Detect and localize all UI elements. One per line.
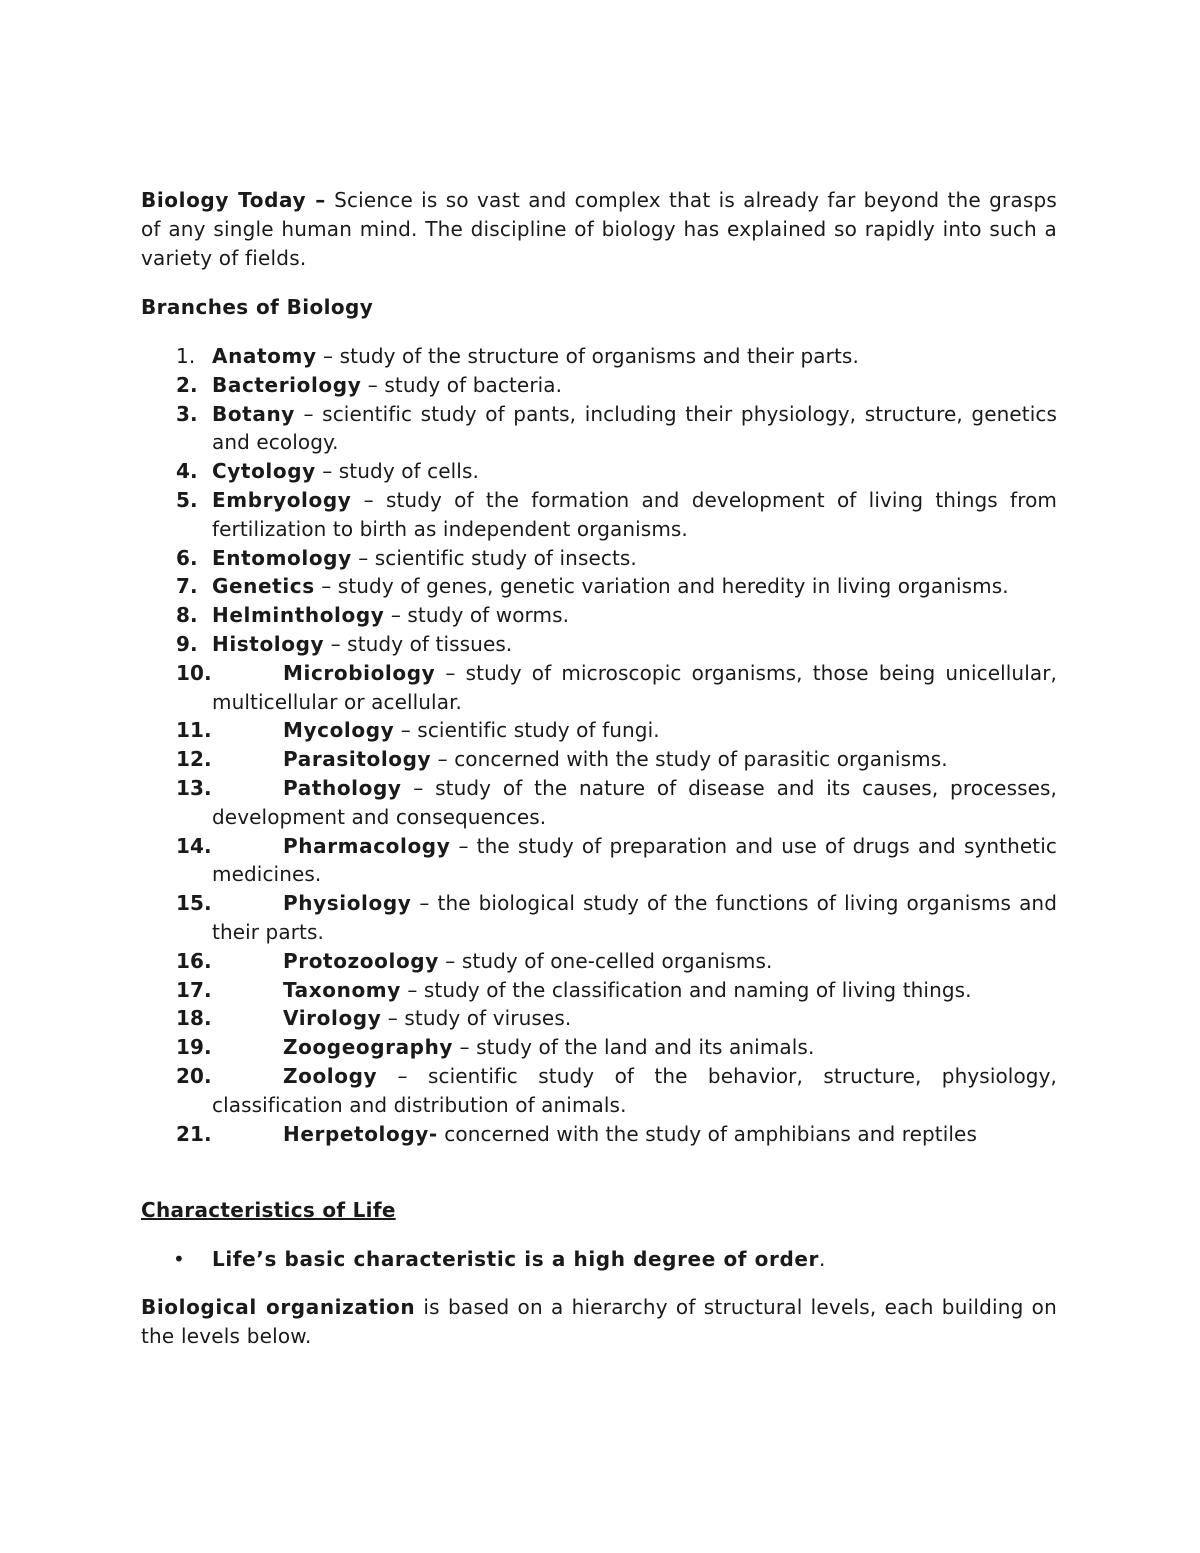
- list-item-description: – study of one-celled organisms.: [438, 948, 773, 973]
- list-item-term: Bacteriology: [212, 372, 362, 397]
- list-item-description: – study of worms.: [384, 603, 570, 628]
- list-item-term: Histology: [212, 631, 325, 656]
- list-item-number: 5.: [176, 487, 198, 512]
- list-item: [141, 716, 1057, 745]
- list-item-number: 3.: [176, 401, 198, 426]
- list-item: [141, 1004, 1057, 1033]
- list-item-description: – study of microscopic organisms, those being unicellular, multicellular or acellular.: [212, 660, 1057, 714]
- list-item-number: 7.: [176, 574, 198, 599]
- list-item-term: Physiology: [283, 891, 412, 916]
- list-item: [141, 1062, 1057, 1120]
- list-item-description: – study of viruses.: [381, 1006, 572, 1031]
- branches-list: [141, 342, 1057, 1148]
- branches-heading: Branches of Biology: [141, 295, 374, 319]
- list-item-number: 6.: [176, 545, 198, 570]
- intro-term: Biology Today –: [141, 188, 326, 212]
- list-item-number: 19.: [176, 1035, 212, 1060]
- list-item-description: – scientific study of the behavior, structure, physiology, classification and distribution of animals.: [212, 1063, 1057, 1117]
- list-item: [141, 745, 1057, 774]
- list-item-description: – study of the formation and development of living things from fertilization to birth as independent organisms.: [212, 487, 1057, 541]
- document-page: [141, 186, 1057, 1351]
- list-item-term: Helminthology: [212, 603, 385, 628]
- list-item-description: – study of genes, genetic variation and heredity in living organisms.: [314, 574, 1009, 599]
- organization-text: is based on a hierarchy of structural levels, each building on the levels below.: [141, 1295, 1057, 1349]
- list-item: [141, 1033, 1057, 1062]
- list-item: [141, 601, 1057, 630]
- list-item: [141, 544, 1057, 573]
- list-item-term: Botany: [212, 401, 295, 426]
- list-item-term: Genetics: [212, 574, 315, 599]
- list-item: [141, 457, 1057, 486]
- list-item-term: Cytology: [212, 459, 316, 484]
- list-item: [141, 947, 1057, 976]
- list-item: [141, 400, 1057, 458]
- list-item-term: Herpetology-: [283, 1121, 438, 1146]
- characteristic-bold: Life’s basic characteristic is a high degree of order: [212, 1247, 820, 1272]
- list-item-description: – study of bacteria.: [361, 372, 563, 397]
- list-item-number: 13.: [176, 775, 212, 800]
- bullet-icon: •: [173, 1247, 186, 1272]
- list-item-number: 12.: [176, 747, 212, 772]
- list-item-description: – study of the land and its animals.: [453, 1035, 815, 1060]
- list-item-number: 18.: [176, 1006, 212, 1031]
- list-item-term: Microbiology: [283, 660, 436, 685]
- list-item-term: Parasitology: [283, 747, 432, 772]
- list-item-term: Mycology: [283, 718, 395, 743]
- list-item-number: 1.: [176, 344, 196, 368]
- list-item-description: – scientific study of fungi.: [394, 718, 660, 743]
- list-item-term: Virology: [283, 1006, 382, 1031]
- list-item-number: 20.: [176, 1063, 212, 1088]
- list-item-description: – the study of preparation and use of drugs and synthetic medicines.: [212, 833, 1057, 887]
- list-item: [141, 832, 1057, 890]
- list-item-number: 14.: [176, 833, 212, 858]
- intro-paragraph: [141, 186, 1057, 273]
- list-item: [141, 889, 1057, 947]
- list-item: [141, 1245, 1057, 1274]
- list-item-term: Zoogeography: [283, 1035, 454, 1060]
- list-item-number: 8.: [176, 603, 198, 628]
- list-item-number: 21.: [176, 1121, 212, 1146]
- list-item-number: 2.: [176, 372, 198, 397]
- list-item-term: Zoology: [283, 1063, 378, 1088]
- organization-paragraph: [141, 1293, 1057, 1351]
- characteristics-heading: Characteristics of Life: [141, 1198, 396, 1223]
- list-item: [141, 774, 1057, 832]
- list-item-term: Pathology: [283, 775, 402, 800]
- list-item-description: – study of the structure of organisms and their parts.: [316, 344, 859, 368]
- list-item-term: Anatomy: [212, 344, 317, 368]
- organization-term: Biological organization: [141, 1295, 416, 1320]
- list-item-description: – study of tissues.: [324, 631, 513, 656]
- list-item-term: Protozoology: [283, 948, 439, 973]
- list-item-number: 10.: [176, 660, 212, 685]
- list-item-term: Embryology: [212, 487, 352, 512]
- list-item: [141, 486, 1057, 544]
- list-item-description: – scientific study of insects.: [351, 545, 637, 570]
- list-item: [141, 371, 1057, 400]
- list-item-description: – the biological study of the functions of living organisms and their parts.: [212, 891, 1057, 944]
- characteristics-list: [141, 1245, 1057, 1274]
- list-item-description: concerned with the study of amphibians and reptiles: [437, 1121, 977, 1146]
- list-item-number: 9.: [176, 631, 198, 656]
- list-item-number: 16.: [176, 948, 212, 973]
- list-item-number: 17.: [176, 977, 212, 1002]
- list-item-term: Pharmacology: [283, 833, 451, 858]
- list-item-term: Entomology: [212, 545, 352, 570]
- list-item-number: 11.: [176, 718, 212, 743]
- list-item-description: – study of cells.: [315, 459, 479, 484]
- list-item: [141, 630, 1057, 659]
- intro-text: Science is so vast and complex that is already far beyond the grasps of any single human mind. The discipline of biology has explained so rapidly into such a variety of fields.: [141, 188, 1057, 270]
- list-item: [141, 1120, 1057, 1149]
- characteristic-tail: .: [819, 1247, 826, 1272]
- list-item-term: Taxonomy: [283, 977, 401, 1002]
- list-item: [141, 342, 1057, 371]
- list-item: [141, 572, 1057, 601]
- list-item-description: – scientific study of pants, including their physiology, structure, genetics and ecology.: [212, 401, 1057, 455]
- list-item: [141, 659, 1057, 717]
- list-item-description: – study of the classification and naming of living things.: [400, 977, 972, 1002]
- list-item-description: – study of the nature of disease and its causes, processes, development and consequences.: [212, 775, 1057, 829]
- list-item-description: – concerned with the study of parasitic organisms.: [431, 747, 948, 772]
- list-item: [141, 976, 1057, 1005]
- list-item-number: 4.: [176, 459, 198, 484]
- list-item-number: 15.: [176, 891, 212, 916]
